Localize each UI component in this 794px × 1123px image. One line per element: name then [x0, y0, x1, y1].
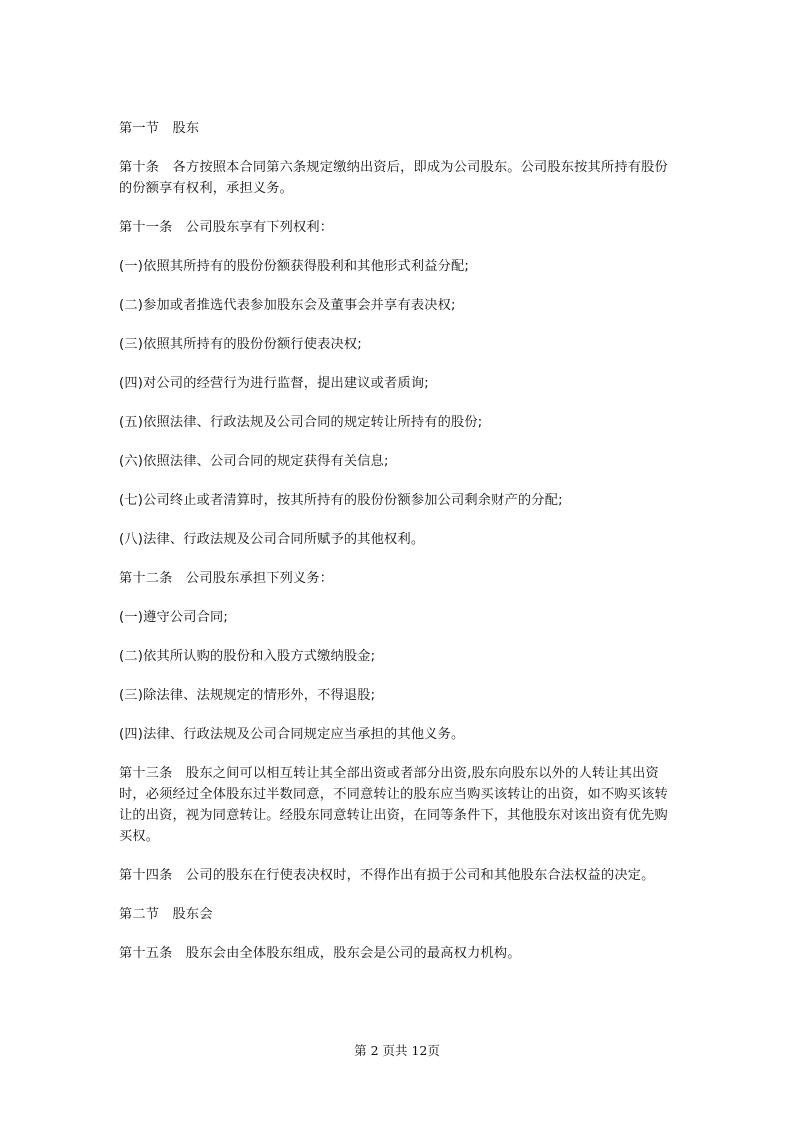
article-12-item-4: (四)法律、行政法规及公司合同规定应当承担的其他义务。	[119, 727, 465, 742]
article-11-item-1: (一)依照其所持有的股份份额获得股利和其他形式利益分配;	[119, 259, 470, 274]
article-11-item-4: (四)对公司的经营行为进行监督，提出建议或者质询;	[119, 376, 429, 391]
article-12-item-2: (二)依其所认购的股份和入股方式缴纳股金;	[119, 649, 376, 664]
article-11-item-3: (三)依照其所持有的股份份额行使表决权;	[119, 337, 362, 352]
article-11-item-7: (七)公司终止或者清算时，按其所持有的股份份额参加公司剩余财产的分配;	[119, 493, 563, 508]
document-body	[119, 118, 679, 982]
article-11-item-8: (八)法律、行政法规及公司合同所赋予的其他权利。	[119, 532, 425, 547]
article-11-item-5: (五)依照法律、行政法规及公司合同的规定转让所持有的股份;	[119, 415, 483, 430]
article-11: 第十一条 公司股东享有下列权利：	[119, 220, 334, 235]
article-14: 第十四条 公司的股东在行使表决权时，不得作出有损于公司和其他股东合法权益的决定。	[119, 868, 655, 883]
article-10: 第十条 各方按照本合同第六条规定缴纳出资后，即成为公司股东。公司股东按其所持有股份的份额享有权利，承担义务。	[119, 160, 668, 196]
article-12: 第十二条 公司股东承担下列义务：	[119, 571, 334, 586]
section-heading-2: 第二节 股东会	[119, 907, 213, 922]
article-15: 第十五条 股东会由全体股东组成，股东会是公司的最高权力机构。	[119, 946, 521, 961]
article-12-item-1: (一)遵守公司合同;	[119, 610, 229, 625]
page-number-footer: 第 2 页共 12页	[354, 1043, 440, 1058]
article-11-item-6: (六)依照法律、公司合同的规定获得有关信息;	[119, 454, 389, 469]
section-heading-1: 第一节 股东	[119, 121, 200, 136]
article-12-item-3: (三)除法律、法规规定的情形外，不得退股;	[119, 688, 376, 703]
article-13: 第十三条 股东之间可以相互转让其全部出资或者部分出资,股东向股东以外的人转让其出资时，必须经过全体股东过半数同意，不同意转让的股东应当购买该转让的出资，如不购买该转让的出资，视为同意转让。经股东同意转让出资，在同等条件下，其他股东对该出资有优先购买权。	[119, 766, 668, 844]
article-11-item-2: (二)参加或者推选代表参加股东会及董事会并享有表决权;	[119, 298, 456, 313]
